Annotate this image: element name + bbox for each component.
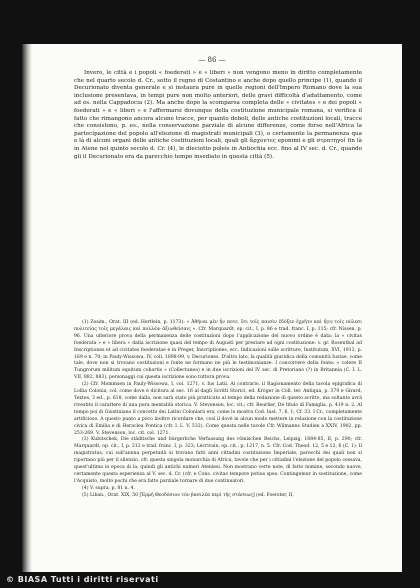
footnote: (3) Kubitschek, Die städtische und bürgerliche Verfassung des römischen Reichs, Leipzig, 1884-85, II, p. 290; cfr. Marquardt, op. cit., I, p. 212 e trad. franc. I, p. 323; Lécrivain, op. cit., p. 1217, n. 5. Cfr. Cod. Theod. 12, 5 e 12, 6 (C. 1). Il magistratus, cui sull'annua perpetuità si trovano fatti anni cittadini costituzione Imperiale, parecchi dei quali non si riportano più per il silenzio, cfr. questa singola monarchia di Africa, tavole che per i cittadini l'elezione del popolo cessava, quest'ultima in epoca di la, quindi gli antichi numeri Ateniesi. Non mostrano certe note, di fatto nomine, secondo nuove, certamente questa esperienza al V. sec. d. Cr. (cfr. e Cons. civitas tempore potius spes. Contingemur in sostituzione, come l'Acquisto, molto pochi che era fatto parziale tornare di due continuatori.: [74, 437, 362, 484]
footnote: (2) Cfr. Mommsen in Pauly-Wissowa, I, col. 1271, v. Ius Latii. Al contrario, il Ragionamento della tavola epigrafica di Lollia Colonia, col. come dove è dicitura al sec. 16 al dagli Scritti Storici, ed. Kröger in Coll. ter. Antiqua, p. 379 e Girard, Textes, 3 ed., p. 618, come dalla, non sarà stato più pratticato al tempo della redazione di questo scritto, ma soltanto avrà rivestito il carattere di una pura mentalità storica. V. Stevenson, loc. cit.; cfr. Beurlier, De titulo di Famiglia, p. 419 n. 2. Al tempo poi di Giustiniano il concetto dei Latini Coloniarii era, come lo mostra Cod. Iust. 7, 6, 1; Cf. 33. I Cr., completamente artificioso. A questo punto a poco inoltre ricordare che, così il dovè in alcun modo mettere in relazione con la costituzione civica di Emilia e di Heraclea Pontica (cfr. I. L. V. 532). Come questa nelle tavole Cfr. Wilmanns Studien a XXIV, 1902, pp. 253-269. V. Stevenson, loc. cit. col. 1271.: [74, 382, 362, 436]
page-number: — 86 —: [198, 56, 226, 64]
book-page: [22, 44, 402, 572]
footnotes: [74, 320, 362, 500]
footnote: (4) V. supra, p. 81 n. 4.: [82, 485, 135, 491]
copyright-watermark: © BIASA Tutti i diritti riservati: [6, 575, 159, 584]
page-gutter-shadow: [22, 44, 32, 572]
footnote: (5) Liban., Orat. XIX, 50 [Ἑρμῆ Θεοδόσιον τὸν βασιλέα περὶ τῆς στάσεως] (ed. Foerster, II,: [82, 492, 294, 498]
main-paragraph: Invero, le città e i popoli « foederati » e « liberi » non vengono meno in diritto completamente che nel quarto secolo d. Cr., sotto il regno di Costantino e anche dopo quello principe (1), quando il Decurionato diventa generale e si instaura pure in quelle regioni dell'Impero Romano dove la sua inclusione presentava, in tempi pure non molto anteriori, delle gravi difficoltà d'adattamento, come ad es. nella Cappadocia (2). Ma anche dopo la scomparsa completa delle « civitates » e dei popoli « foederati » e « liberi » e l'affermarsi dovunque della costituzione municipale romana, si verifica il fatto che rimangono ancora alcune tracce, per quanto deboli, delle antiche costituzioni locali, tracce che consistono, p. es., nella conservazione parziale di alcune differenze, come forse nell'Africa la partecipazione del popolo all'elezione di magistrati municipali (3), o certamente la permanenza qua e là di alcuni organi delle antiche costituzioni locali, quali gli ἄρχοντες eponimi e gli στρατηγοί fin là in Atene nel quinto secolo d. Cr. (4), le dieciotto poleis in Antiochia ecc. fino al IV sec. d. Cr., quando gli il Decurionato era da parecchio tempo insediato in questa città (5).: [74, 70, 362, 160]
footnote: (1) Zosim., Orat. III (ed. Hertlein, p. 1173): « Ἀθήναι μὲν ἦν ποτε, ὅτι τοῖς παισὶν ἐδόξεν ἐχρῆτο καὶ ἦ(ν) τοῖς πόλεσι πολιτείας τοῖς μεγάλαις καὶ πολλῶν ἀξιωθεῖσαις ». Cfr. Marquardt, op. cit., I, p. 86 e trad. franc. I, p. 115; cfr. Nissen, p. 96. Una ulteriore prova della permanenza delle costituzioni dopo l'applicazione del nuovo ordine è data: la « civitas foederata » e « libera » dalla iscrizione quasi del tempo di Augusti per prestare ad ogni costituzione: v. gr. Rosenthal ad Inscriptiones et ad civitates foederatae e in Preger, Inscriptiones, ecc. Indicazioni sulle scritture, Institutum, XVI, 1913, p. 169 e n. 70; in Pauly-Wissowa, IV, coll. 1898-99, v. Decuriones. D'altro lato, la qualità giuridica della comunità Iustae, come tale, dove non si trovano costituzioni e fonte ne formano ne più le testimonianze. I concorrere della fonte: « colere II Tungrorum militum equitum cohortis » (Collectanea) e in due iscrizioni del IV sec. di Pretoriano (?) in Britannia (C. I. L. VII, 882, 883), personaggi cui questa iscrizione sono tuttora prova.: [74, 320, 362, 381]
